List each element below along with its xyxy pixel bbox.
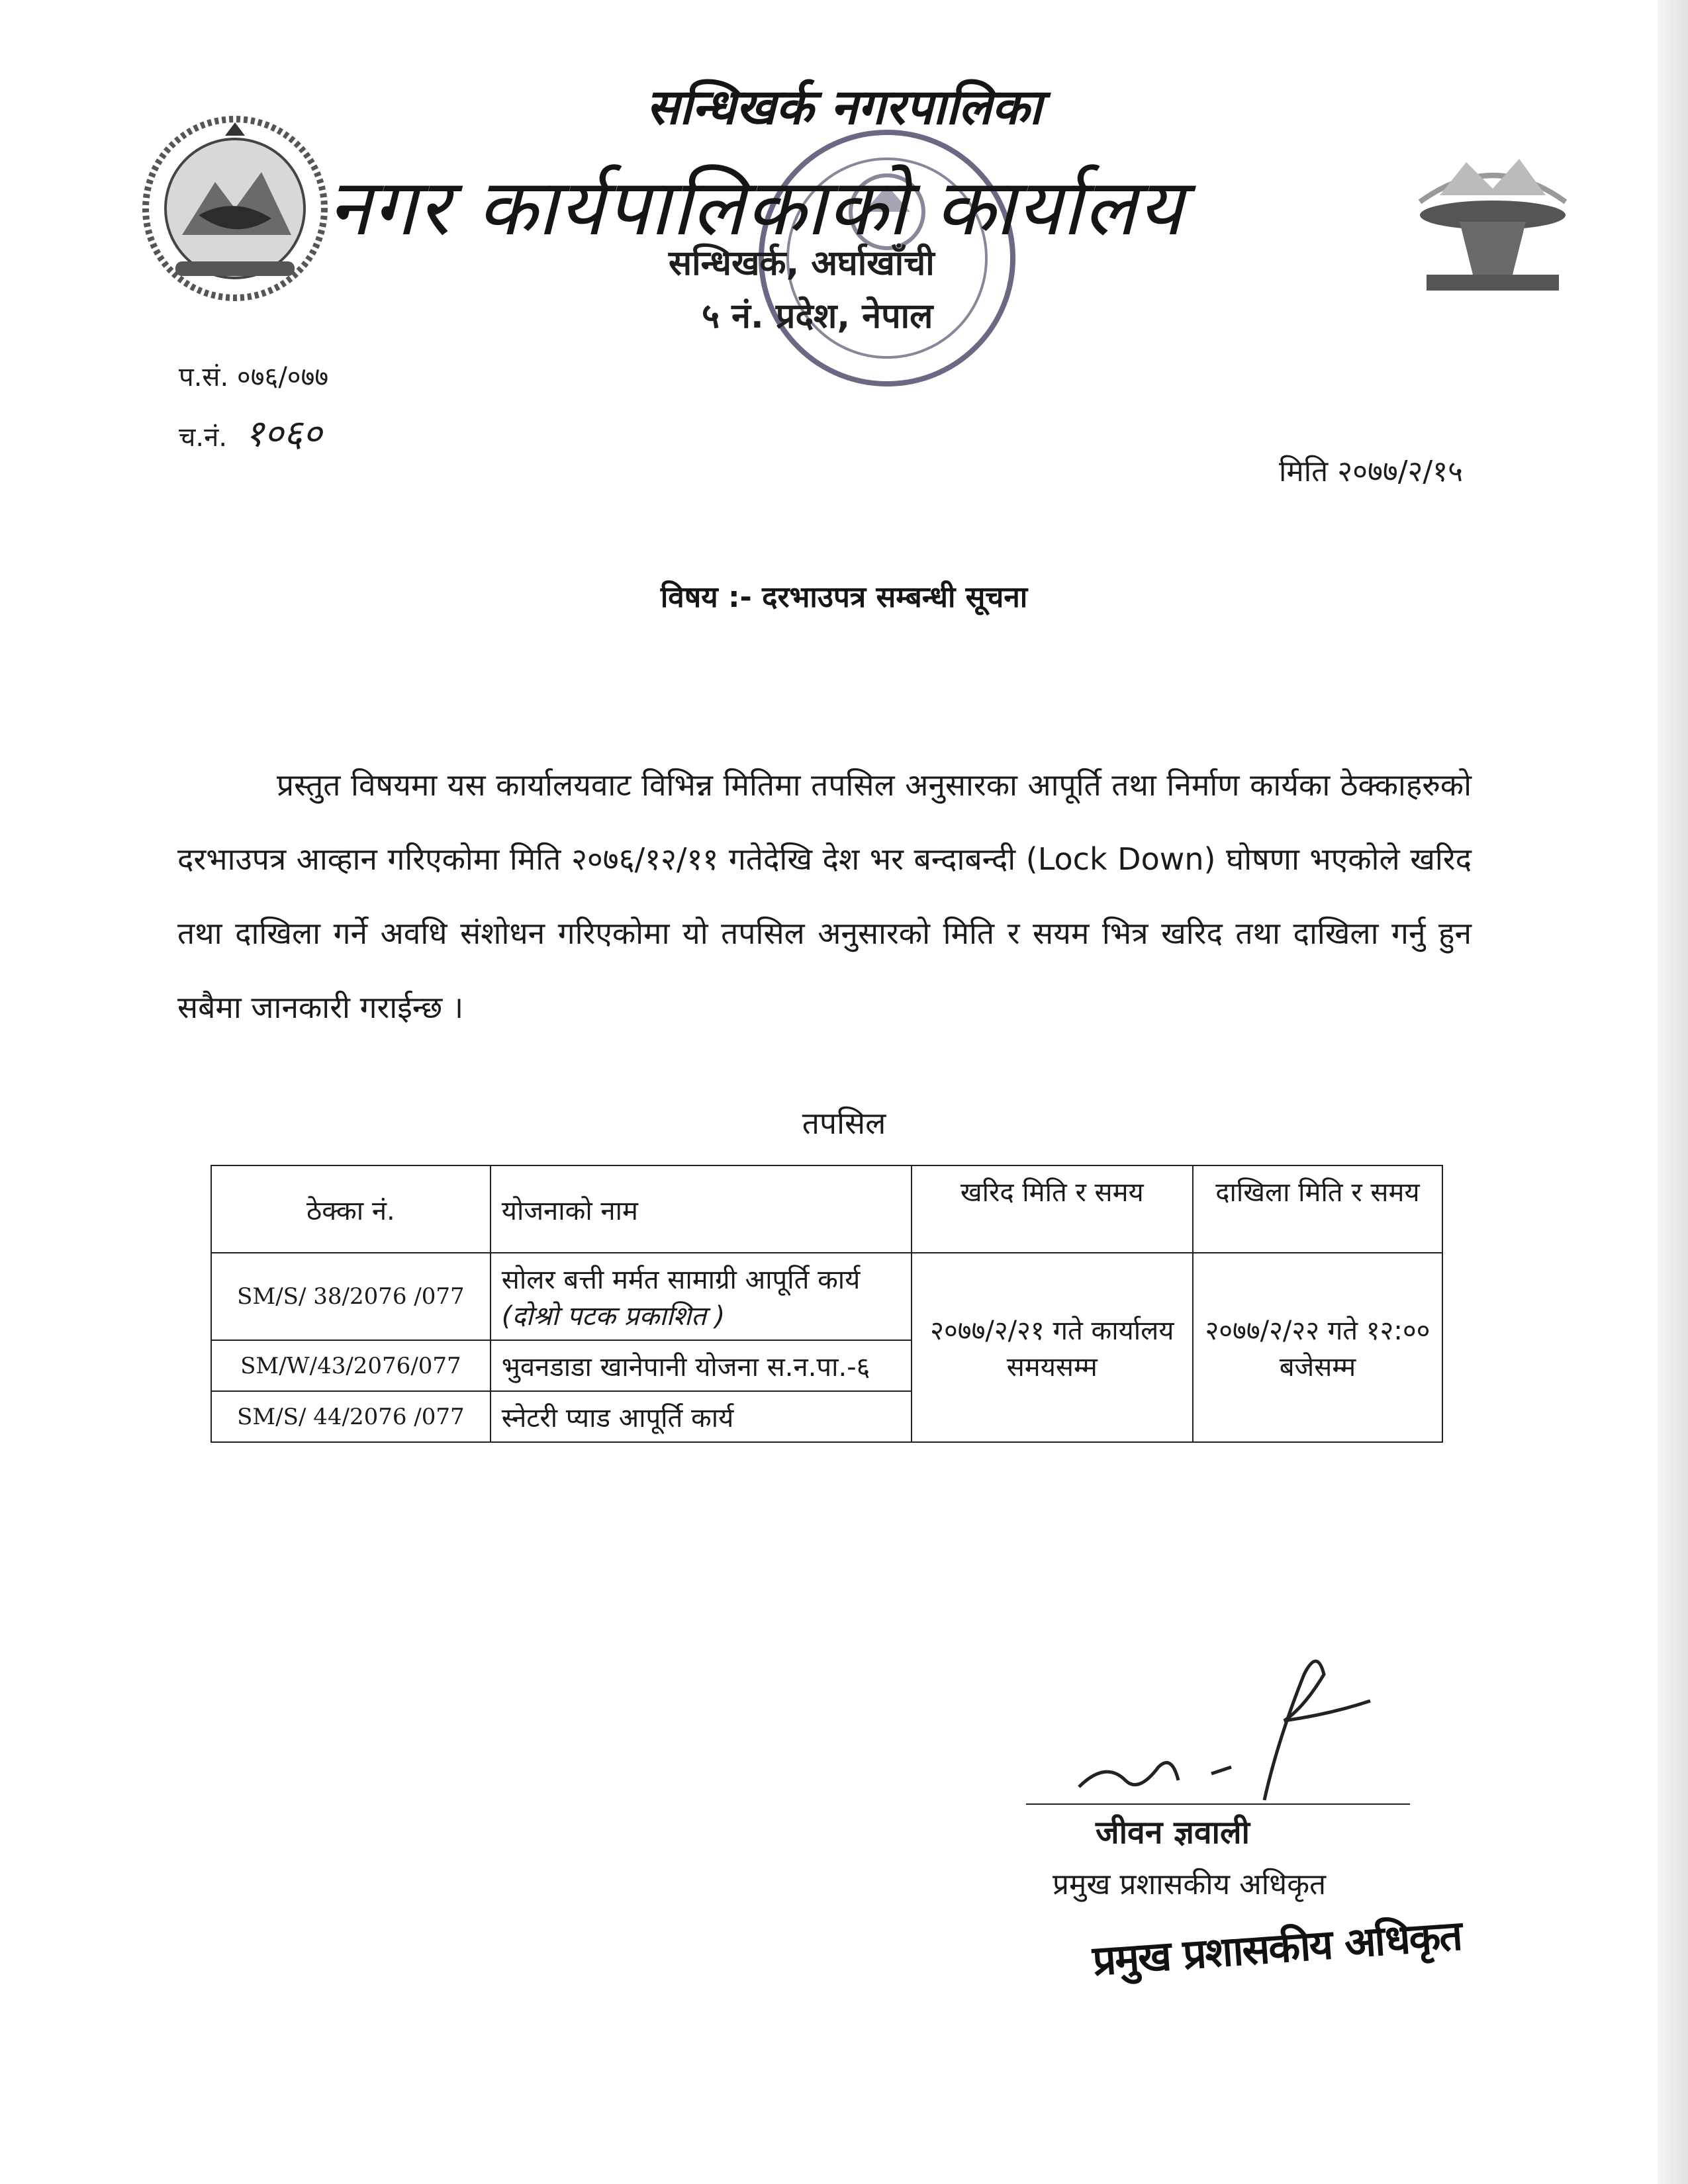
signature-scribble [1066,1635,1410,1820]
project-name-note: (दोश्रो पटक प्रकाशित ) [501,1301,726,1332]
reference-ps [179,357,328,394]
signatory-name: जीवन ज्ञवाली [1096,1814,1250,1851]
project-name: स्नेटरी प्याड आपूर्ति कार्य [491,1391,912,1442]
office-address-line1: सन्धिखर्क, अर्घाखाँची [669,244,935,283]
municipality-name: सन्धिखर्क नगरपालिका [646,79,1042,136]
cn-label: च.नं. [179,422,228,453]
date-label: मिति [1279,455,1329,488]
subject-line: विषय :- दरभाउपत्र सम्बन्धी सूचना [660,580,1028,614]
buy-datetime: २०७७/२/२१ गते कार्यालय समयसम्म [912,1253,1193,1442]
submit-datetime: २०७७/२/२२ गते १२:०० बजेसम्म [1193,1253,1442,1442]
contract-no: SM/S/ 38/2076 /077 [211,1253,491,1340]
reference-cn [179,407,322,457]
date-value: २०७७/२/१५ [1337,455,1463,488]
table-header-row [211,1165,1442,1253]
signature-line [1026,1803,1410,1805]
schedule-title: तपसिल [802,1105,886,1141]
header-contract-no: ठेक्का नं. [211,1165,491,1253]
page-edge [1658,0,1688,2184]
project-name: भुवनडाडा खानेपानी योजना स.न.पा.-६ [491,1340,912,1391]
header-project-name: योजनाको नाम [491,1165,912,1253]
body-text: प्रस्तुत विषयमा यस कार्यालयवाट विभिन्न मितिमा तपसिल अनुसारका आपूर्ति तथा निर्माण कार्यका ठेक्काहरुको दरभाउपत्र आव्हान गरिएकोमा मिति २०७६/१२/११ गतेदेखि देश भर बन्दाबन्दी (Lock Down) घोषणा भएकोले खरिद तथा दाखिला गर्ने अवधि संशोधन गरिएकोमा यो तपसिल अनुसारको मिति र सयम भित्र खरिद तथा दाखिला गर्नु हुन सबैमा जानकारी गराईन्छ । [177,767,1472,1025]
ps-label: प.सं. [179,362,229,392]
table-row [211,1253,1442,1340]
contract-no: SM/S/ 44/2076 /077 [211,1391,491,1442]
header-submit-datetime: दाखिला मिति र समय [1193,1165,1442,1253]
designation-stamp: प्रमुख प्रशासकीय अधिकृत [1091,1911,1463,1985]
header-buy-datetime: खरिद मिति र समय [912,1165,1193,1253]
body-paragraph [177,748,1472,1044]
signatory-title: प्रमुख प्रशासकीय अधिकृत [1053,1868,1327,1901]
contract-no: SM/W/43/2076/077 [211,1340,491,1391]
office-address-line2: ५ नं. प्रदेश, नेपाल [702,296,933,336]
project-name-text: सोलर बत्ती मर्मत सामाग्री आपूर्ति कार्य [501,1265,861,1295]
letter-date [1279,450,1463,490]
schedule-table [211,1165,1443,1443]
project-name [491,1253,912,1340]
cn-value: १०६० [244,412,322,455]
ps-value: ०७६/०७७ [236,362,329,392]
municipality-logo-icon [1400,122,1585,308]
office-title: नगर कार्यपालिकाको कार्यालय [328,161,1184,253]
nepal-emblem-icon [136,109,334,308]
